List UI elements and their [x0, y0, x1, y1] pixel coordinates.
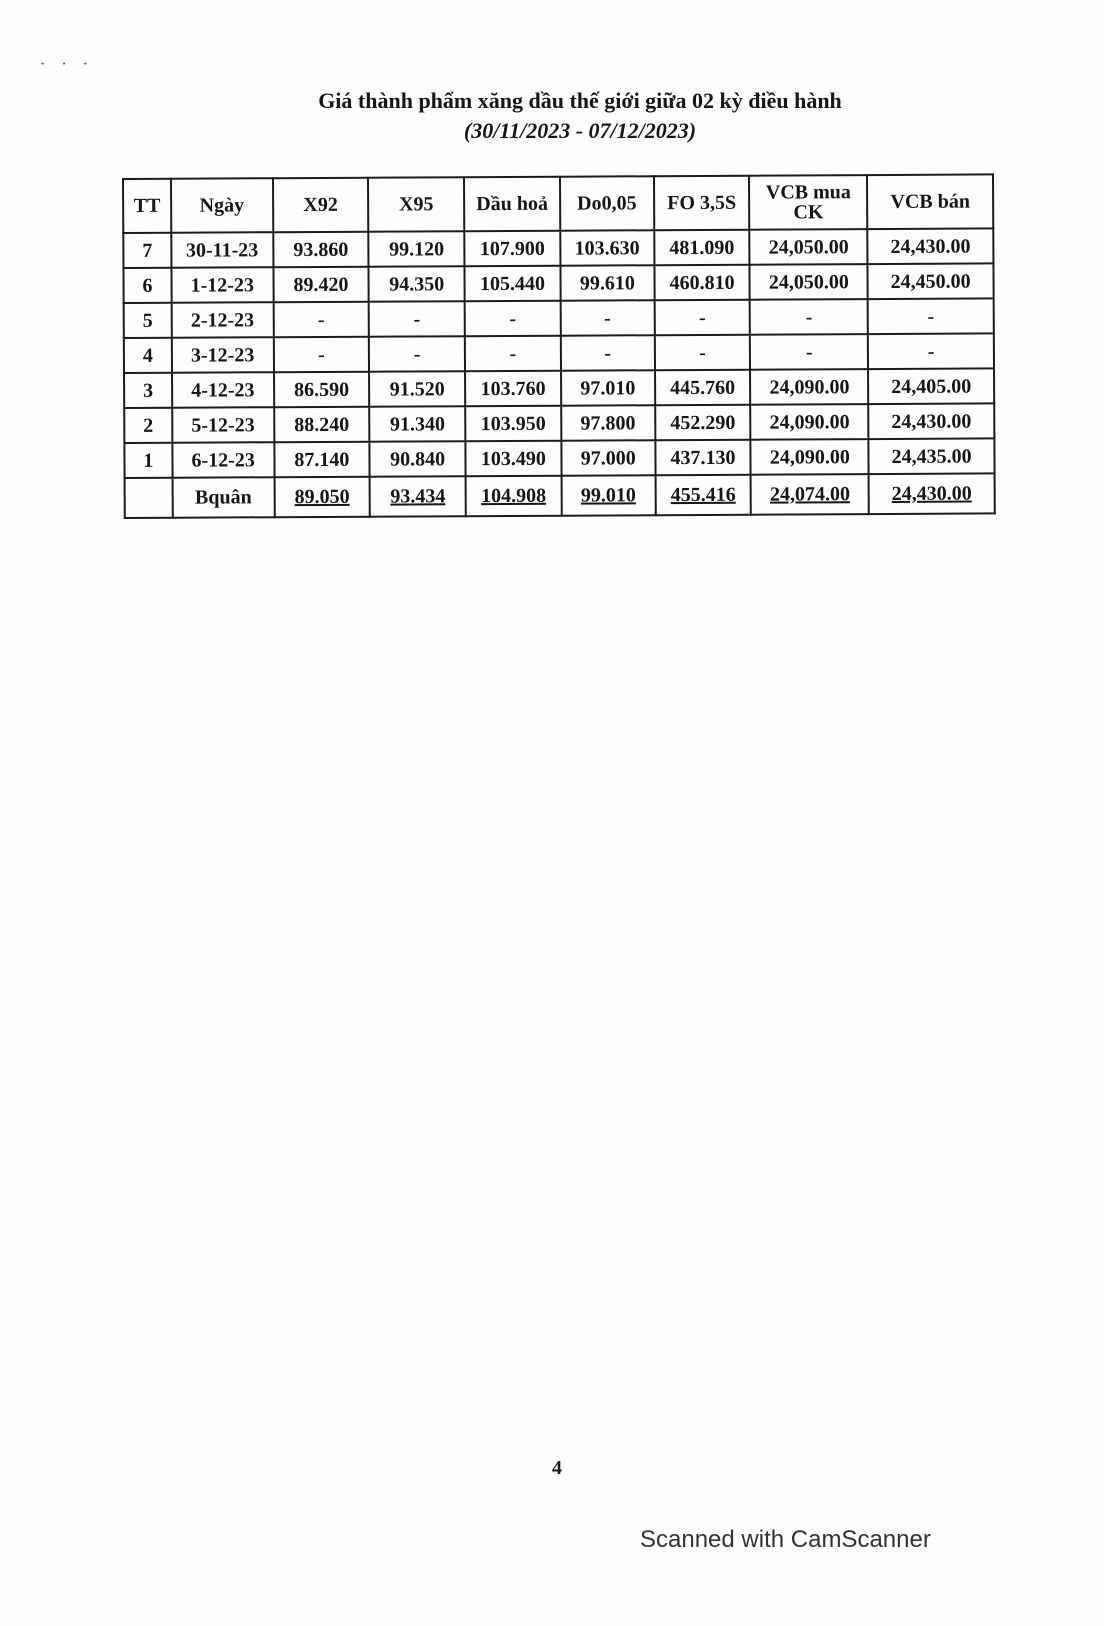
- header-date: Ngày: [171, 178, 273, 233]
- table-cell: 1: [124, 443, 172, 478]
- average-label: Bquân: [172, 477, 274, 518]
- table-cell: 24,435.00: [869, 438, 995, 474]
- table-cell: 24,090.00: [751, 439, 869, 475]
- table-cell: 91.340: [369, 406, 465, 442]
- table-cell: 2: [124, 408, 172, 443]
- table-cell: -: [750, 334, 868, 370]
- table-cell: 91.520: [369, 371, 465, 407]
- table-cell: 3: [124, 373, 172, 408]
- document-title: Giá thành phẩm xăng dầu thế giới giữa 02 kỳ điều hành: [318, 88, 842, 113]
- header-diesel: Do0,05: [560, 176, 654, 230]
- table-cell: 4: [124, 338, 172, 373]
- table-cell: -: [868, 298, 994, 334]
- table-cell: 24,050.00: [750, 229, 868, 265]
- table-cell: 452.290: [655, 405, 751, 441]
- table-cell: 103.630: [560, 230, 654, 265]
- table-cell: -: [369, 336, 465, 372]
- table-cell: 3-12-23: [172, 337, 274, 373]
- table-row: [124, 368, 994, 408]
- table-cell: 88.240: [274, 407, 370, 443]
- table-cell: 30-11-23: [171, 232, 273, 268]
- table-cell: 94.350: [369, 266, 465, 302]
- table-cell: 105.440: [464, 266, 560, 302]
- table-cell: 6-12-23: [172, 442, 274, 478]
- table-cell: 445.760: [655, 370, 751, 406]
- average-fuel-oil: 455.416: [655, 475, 751, 516]
- document-period: (30/11/2023 - 07/12/2023): [463, 118, 697, 143]
- table-cell: 460.810: [654, 265, 750, 301]
- table-cell: 5-12-23: [172, 407, 274, 443]
- table-cell: 481.090: [654, 230, 750, 266]
- table-cell: 86.590: [274, 372, 370, 408]
- table-cell: 24,090.00: [750, 369, 868, 405]
- table-row: [124, 333, 994, 373]
- average-row: [125, 473, 995, 518]
- table-cell: 89.420: [273, 267, 369, 303]
- table-cell: 24,050.00: [750, 264, 868, 300]
- table-cell: -: [868, 333, 994, 369]
- page-number: 4: [552, 1457, 562, 1479]
- table-cell: -: [465, 301, 561, 337]
- header-tt: TT: [123, 179, 171, 233]
- table-cell: 107.900: [464, 231, 560, 267]
- table-header-row: [123, 174, 993, 233]
- header-fuel-oil: FO 3,5S: [654, 176, 750, 231]
- average-vcb-buy: 24,074.00: [751, 474, 869, 515]
- table-cell: 97.800: [561, 405, 655, 440]
- table-cell: 97.000: [561, 440, 655, 475]
- table-row: [123, 228, 993, 268]
- average-kerosene: 104.908: [466, 476, 562, 517]
- header-kerosene: Dầu hoả: [464, 177, 560, 232]
- table-cell: -: [750, 299, 868, 335]
- table-cell: 1-12-23: [171, 267, 273, 303]
- table-cell: 93.860: [273, 232, 369, 268]
- table-cell: 24,430.00: [867, 228, 993, 264]
- table-cell: 24,405.00: [868, 368, 994, 404]
- table-cell: 99.120: [369, 231, 465, 267]
- average-vcb-sell: 24,430.00: [869, 473, 995, 514]
- table-row: [124, 403, 994, 443]
- table-cell: 103.760: [465, 371, 561, 407]
- table-cell: -: [654, 335, 750, 371]
- table-row: [124, 438, 994, 478]
- average-x92: 89.050: [274, 477, 370, 518]
- table-cell: -: [369, 301, 465, 337]
- header-vcb-buy: VCB mua CK: [749, 175, 867, 230]
- table-cell: 5: [124, 303, 172, 338]
- table-cell: [125, 478, 173, 518]
- table-cell: 24,430.00: [868, 403, 994, 439]
- average-x95: 93.434: [370, 476, 466, 517]
- table-cell: 437.130: [655, 440, 751, 476]
- table-cell: 99.610: [560, 265, 654, 300]
- table-row: [123, 263, 993, 303]
- fuel-price-table: [122, 173, 996, 519]
- table-cell: -: [273, 337, 369, 373]
- header-x92: X92: [273, 178, 369, 233]
- table-cell: -: [465, 336, 561, 372]
- table-cell: 103.950: [465, 406, 561, 442]
- average-diesel: 99.010: [561, 475, 655, 515]
- table-row: [124, 298, 994, 338]
- table-cell: -: [560, 300, 654, 335]
- table-cell: 24,090.00: [751, 404, 869, 440]
- table-cell: 4-12-23: [172, 372, 274, 408]
- table-cell: 7: [123, 233, 171, 268]
- table-cell: 103.490: [465, 441, 561, 477]
- table-cell: 2-12-23: [172, 302, 274, 338]
- header-vcb-sell: VCB bán: [867, 174, 993, 229]
- scan-artifact: · · ·: [40, 56, 94, 73]
- table-cell: 97.010: [561, 370, 655, 405]
- table-cell: -: [561, 335, 655, 370]
- table-cell: -: [273, 302, 369, 338]
- table-cell: -: [654, 300, 750, 336]
- table-cell: 90.840: [370, 441, 466, 477]
- table-cell: 24,450.00: [868, 263, 994, 299]
- header-x95: X95: [368, 177, 464, 232]
- table-cell: 87.140: [274, 442, 370, 478]
- table-cell: 6: [123, 268, 171, 303]
- camscanner-watermark: Scanned with CamScanner: [640, 1526, 931, 1553]
